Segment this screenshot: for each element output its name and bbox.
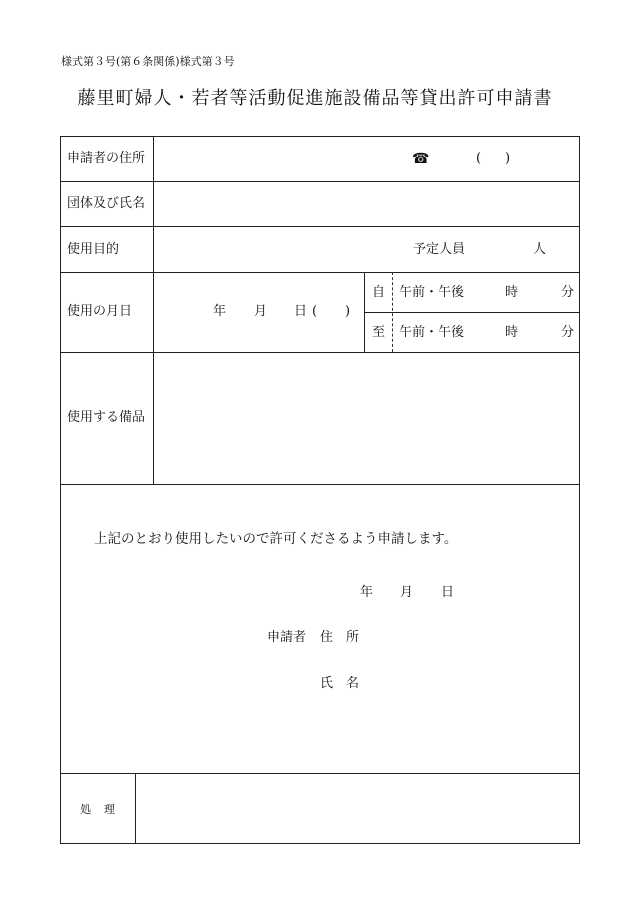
request-day: 日 [441,585,455,600]
applicant-name-label-2: 名 [346,676,360,691]
phone-icon: ☎ [412,151,430,167]
to-ampm[interactable]: 午前・午後 [399,325,465,340]
purpose-label: 使用目的 [67,242,120,257]
applicant-address-field[interactable] [370,624,570,650]
to-minute: 分 [561,325,575,340]
people-unit: 人 [533,242,547,257]
processing-divider [135,773,136,844]
processing-section [60,773,580,844]
applicant-label: 申請者 [267,630,307,645]
from-minute: 分 [561,285,575,300]
planned-people-label: 予定人員 [413,242,466,257]
org-name-label: 団体及び氏名 [67,196,146,211]
date-year: 年 [213,304,227,319]
row-divider [60,181,580,182]
row-divider [60,272,580,273]
to-label: 至 [372,325,386,340]
weekday-paren-open: ( [312,304,318,319]
date-label: 使用の月日 [67,304,133,319]
request-year: 年 [360,585,374,600]
address-field[interactable] [160,140,410,178]
processing-label-2: 理 [104,803,115,816]
request-statement: 上記のとおり使用したいので許可くださるよう申請します。 [94,531,458,547]
to-hour: 時 [505,325,519,340]
applicant-name-field[interactable] [370,670,570,696]
row-divider [60,226,580,227]
date-month: 月 [254,304,268,319]
org-name-field[interactable] [160,185,570,223]
from-hour: 時 [505,285,519,300]
weekday-paren-close: ) [345,304,351,319]
phone-paren-open: ( [476,151,482,166]
label-column-divider [153,136,154,485]
applicant-address-label-1: 住 [320,630,334,645]
form-number: 様式第３号(第６条関係)様式第３号 [61,55,235,68]
applicant-address-label-2: 所 [346,630,360,645]
request-month: 月 [400,585,414,600]
from-label: 自 [372,285,386,300]
date-day: 日 [294,304,308,319]
time-row-divider [364,312,580,313]
page-title: 藤里町婦人・若者等活動促進施設備品等貸出許可申請書 [77,88,553,109]
applicant-name-label-1: 氏 [320,676,334,691]
address-label: 申請者の住所 [67,151,146,166]
equipment-label: 使用する備品 [67,410,146,425]
purpose-field[interactable] [160,230,400,268]
row-divider [60,352,580,353]
equipment-field[interactable] [160,358,570,478]
phone-paren-close: ) [505,151,511,166]
from-ampm[interactable]: 午前・午後 [399,285,465,300]
processing-label-1: 処 [80,803,91,816]
